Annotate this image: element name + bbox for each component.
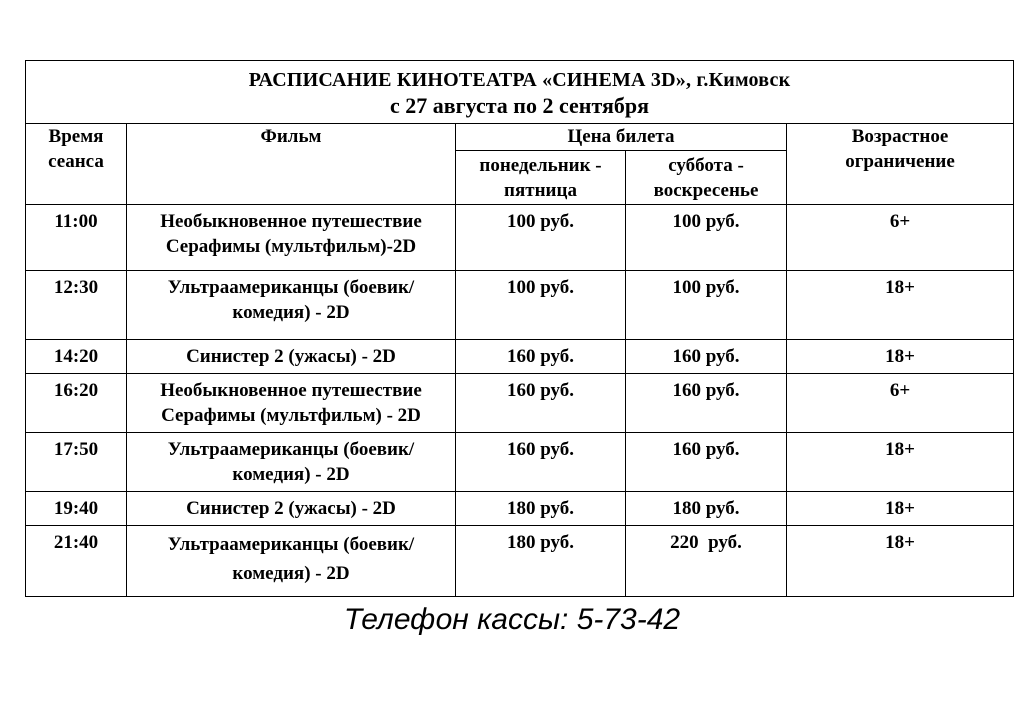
price-weekday: 180 руб.	[456, 492, 626, 526]
price-weekend: 180 руб.	[626, 492, 787, 526]
age-rating: 18+	[787, 526, 1014, 597]
price-weekend: 220 руб.	[626, 526, 787, 597]
session-time: 11:00	[26, 205, 127, 271]
header-price-weekend-label: суббота - воскресенье	[653, 154, 759, 201]
ticket-office-phone	[0, 602, 1024, 638]
price-weekday: 100 руб.	[456, 205, 626, 271]
ticket-office-phone-text: Телефон кассы: 5-73-42	[343, 603, 681, 636]
session-time: 21:40	[26, 526, 127, 597]
header-price	[456, 124, 787, 151]
session-time: 12:30	[26, 271, 127, 340]
price-weekday: 160 руб.	[456, 433, 626, 492]
header-age-label: Возрастное ограничение	[845, 126, 955, 172]
film-title: Необыкновенное путешествие Серафимы (мультфильм) - 2D	[127, 374, 456, 433]
age-rating: 18+	[787, 492, 1014, 526]
price-weekday: 100 руб.	[456, 271, 626, 340]
table-row	[26, 492, 1014, 526]
age-rating: 18+	[787, 433, 1014, 492]
session-time: 16:20	[26, 374, 127, 433]
price-weekend: 160 руб.	[626, 433, 787, 492]
table-row	[26, 340, 1014, 374]
film-title: Синистер 2 (ужасы) - 2D	[127, 492, 456, 526]
header-time-label: Время сеанса	[48, 126, 104, 172]
session-time: 17:50	[26, 433, 127, 492]
header-film-label: Фильм	[260, 126, 322, 147]
header-price-weekend	[626, 151, 787, 205]
price-weekday: 160 руб.	[456, 374, 626, 433]
age-rating: 6+	[787, 374, 1014, 433]
price-weekday: 180 руб.	[456, 526, 626, 597]
header-price-label: Цена билета	[567, 126, 675, 147]
age-rating: 18+	[787, 271, 1014, 340]
film-title: Ультраамериканцы (боевик/комедия) - 2D	[127, 271, 456, 340]
table-row	[26, 526, 1014, 597]
schedule-document	[25, 60, 1013, 597]
schedule-date-range: с 27 августа по 2 сентября	[390, 93, 650, 118]
schedule-title: РАСПИСАНИЕ КИНОТЕАТРА «СИНЕМА 3D», г.Кимовск	[248, 69, 791, 91]
session-time: 19:40	[26, 492, 127, 526]
age-rating: 6+	[787, 205, 1014, 271]
film-title: Синистер 2 (ужасы) - 2D	[127, 340, 456, 374]
table-row	[26, 374, 1014, 433]
price-weekday: 160 руб.	[456, 340, 626, 374]
table-row	[26, 271, 1014, 340]
price-weekend: 100 руб.	[626, 271, 787, 340]
film-title: Необыкновенное путешествие Серафимы (мультфильм)-2D	[127, 205, 456, 271]
header-time	[26, 124, 127, 205]
schedule-title-cell	[26, 61, 1014, 124]
table-row	[26, 205, 1014, 271]
session-time: 14:20	[26, 340, 127, 374]
header-age	[787, 124, 1014, 205]
header-film	[127, 124, 456, 205]
price-weekend: 160 руб.	[626, 340, 787, 374]
film-title: Ультраамериканцы (боевик/комедия) - 2D	[127, 433, 456, 492]
age-rating: 18+	[787, 340, 1014, 374]
table-row	[26, 433, 1014, 492]
price-weekend: 160 руб.	[626, 374, 787, 433]
price-weekend: 100 руб.	[626, 205, 787, 271]
header-price-weekday	[456, 151, 626, 205]
header-price-weekday-label: понедельник - пятница	[479, 154, 602, 201]
schedule-table	[25, 60, 1014, 597]
film-title: Ультраамериканцы (боевик/комедия) - 2D	[127, 526, 456, 597]
